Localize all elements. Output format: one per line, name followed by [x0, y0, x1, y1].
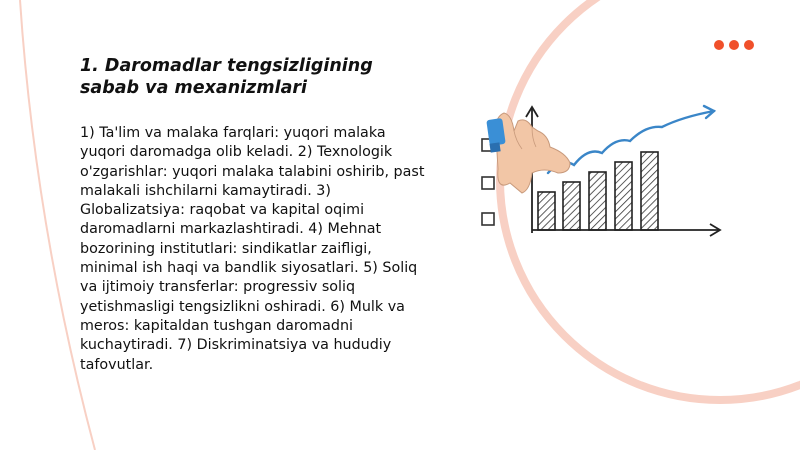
dot-icon	[714, 40, 724, 50]
slide-body: 1) Ta'lim va malaka farqlari: yuqori malaka yuqori daromadga olib keladi. 2) Texnologik o'zgarishlar: yuqori malaka talabini oshirib, past malakali ishchilarni kamaytiradi. 3) Globalizatsiya: raqobat va kapital oqimi daromadlarni markazlashtiradi. 4) Mehnat bozorining institutlari: sindikatlar zaifligi, minimal ish haqi va bandlik siyosatlari. 5) Soliq va ijtimoiy transferlar: progressiv soliq yetishmasligi tengsizlikni oshiradi. 6) Mulk va meros: kapitaldan tushgan daromadni kuchaytiradi. 7) Diskriminatsiya va hududiy tafovutlar.	[80, 125, 425, 373]
menu-dots	[714, 40, 754, 50]
slide-title: 1. Daromadlar tengsizligining sabab va mexanizmlari	[80, 56, 373, 98]
dot-icon	[744, 40, 754, 50]
dot-icon	[729, 40, 739, 50]
hand-chart-illustration	[470, 95, 730, 245]
